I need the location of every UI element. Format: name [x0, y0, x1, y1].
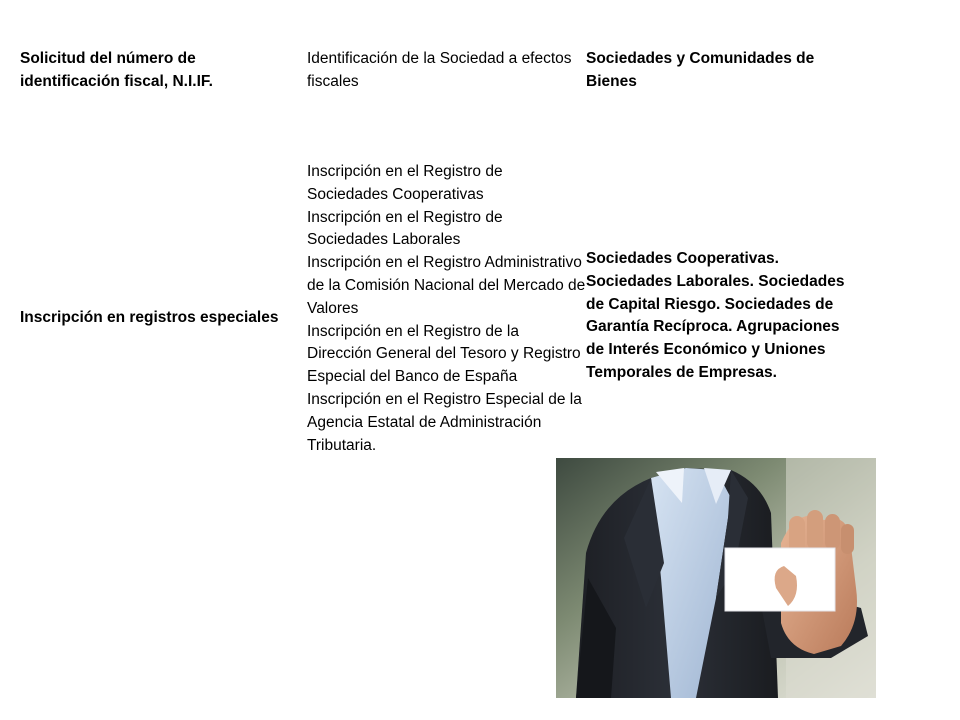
row2-procedure: Inscripción en registros especiales [20, 309, 279, 326]
row1-purpose: Identificación de la Sociedad a efectos fiscales [307, 50, 572, 90]
row1-procedure: Solicitud del número de identificación fiscal, N.I.IF. [20, 50, 213, 90]
row2-applies-to: Sociedades Cooperativas. Sociedades Laborales. Sociedades de Capital Riesgo. Sociedades de Garantía Recíproca. Agrupaciones de Interés Económico y Uniones Temporales de Empresas. [586, 250, 845, 381]
businessman-holding-card-photo [556, 458, 876, 698]
row2-purpose: Inscripción en el Registro de Sociedades Cooperativas Inscripción en el Registro de Sociedades Laborales Inscripción en el Registro Administrativo de la Comisión Nacional del Mercado de Valores Inscripción en el Registro de la Dirección General del Tesoro y Registro Especial del Banco de España Inscripción en el Registro Especial de la Agencia Estatal de Administración Tributaria. [307, 163, 586, 454]
row1-applies-to: Sociedades y Comunidades de Bienes [586, 50, 815, 90]
